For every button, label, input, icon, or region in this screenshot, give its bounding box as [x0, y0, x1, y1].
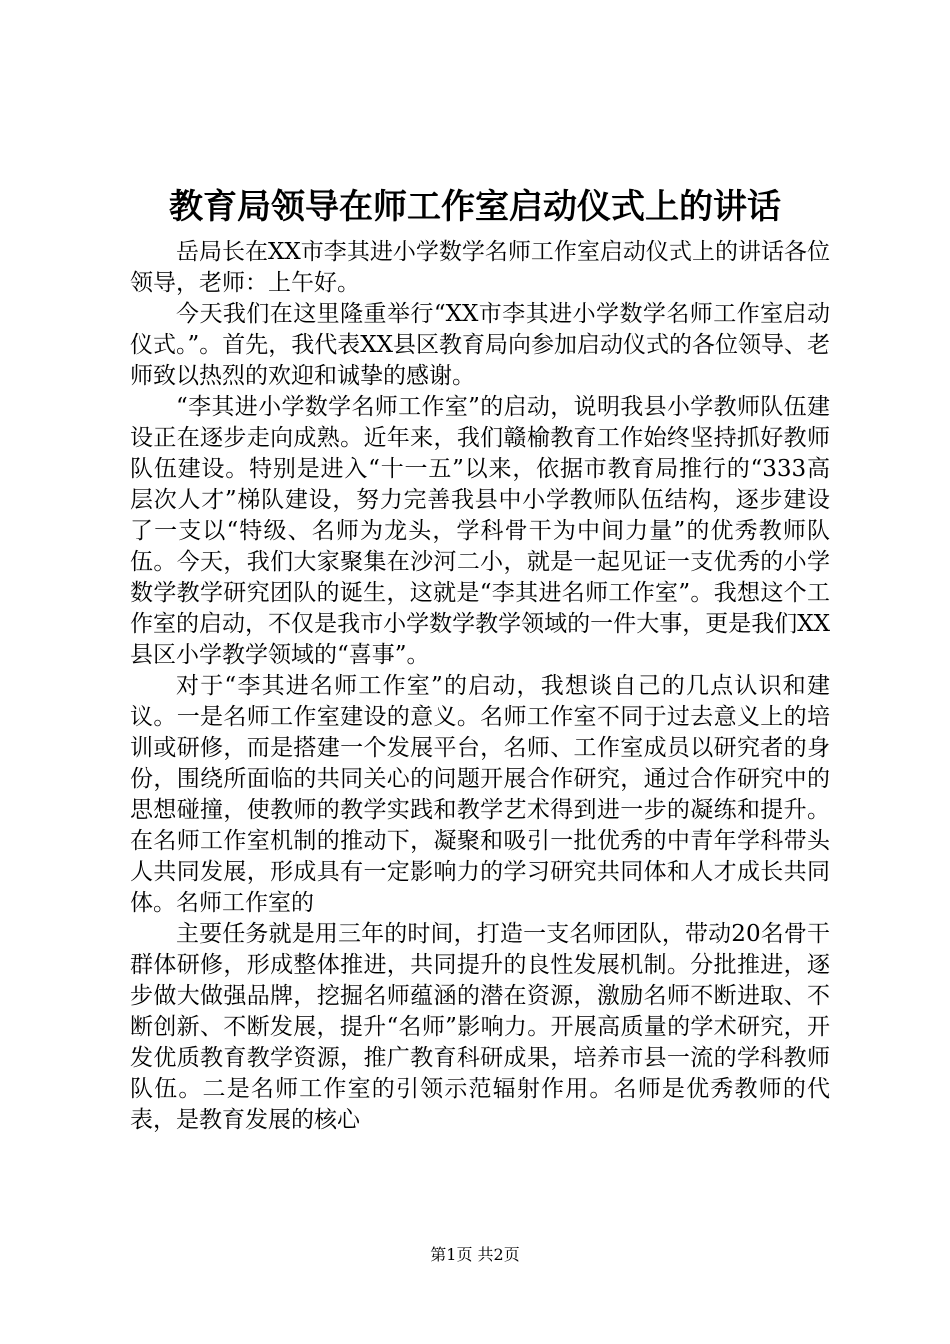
paragraph-1: 岳局长在XX市李其进小学数学名师工作室启动仪式上的讲话各位领导，老师：上午好。	[130, 239, 830, 296]
page-footer: 第1页 共2页	[430, 1245, 520, 1264]
paragraph-2: 今天我们在这里隆重举行“XX市李其进小学数学名师工作室启动仪式。”。首先，我代表XX县区教育局向参加启动仪式的各位领导、老师致以热烈的欢迎和诚挚的感谢。	[130, 301, 831, 389]
document-title: 教育局领导在师工作室启动仪式上的讲话	[169, 187, 781, 227]
document-body	[130, 237, 830, 1136]
paragraph-3: “李其进小学数学名师工作室”的启动，说明我县小学教师队伍建设正在逐步走向成熟。近年来，我们赣榆教育工作始终坚持抓好教师队伍建设。特别是进入“十一五”以来，依据市教育局推行的“333高层次人才”梯队建设，努力完善我县中小学教师队伍结构，逐步建设了一支以“特级、名师为龙头，学科骨干为中间力量”的优秀教师队伍。今天，我们大家聚集在沙河二小，就是一起见证一支优秀的小学数学教学研究团队的诞生，这就是“李其进名师工作室”。我想这个工作室的启动，不仅是我市小学数学教学领域的一件大事，更是我们XX县区小学教学领域的“喜事”。	[130, 394, 830, 668]
paragraph-4: 对于“李其进名师工作室”的启动，我想谈自己的几点认识和建议。一是名师工作室建设的意义。名师工作室不同于过去意义上的培训或研修，而是搭建一个发展平台，名师、工作室成员以研究者的身份，围绕所面临的共同关心的问题开展合作研究，通过合作研究中的思想碰撞，使教师的教学实践和教学艺术得到进一步的凝练和提升。在名师工作室机制的推动下，凝聚和吸引一批优秀的中青年学科带头人共同发展，形成具有一定影响力的学习研究共同体和人才成长共同体。名师工作室的	[130, 673, 830, 916]
paragraph-5: 主要任务就是用三年的时间，打造一支名师团队，带动20名骨干群体研修，形成整体推进，共同提升的良性发展机制。分批推进，逐步做大做强品牌，挖掘名师蕴涵的潜在资源，激励名师不断进取、不断创新、不断发展，提升“名师”影响力。开展高质量的学术研究，开发优质教育教学资源，推广教育科研成果，培养市县一流的学科教师队伍。二是名师工作室的引领示范辐射作用。名师是优秀教师的代表，是教育发展的核心	[130, 921, 830, 1133]
